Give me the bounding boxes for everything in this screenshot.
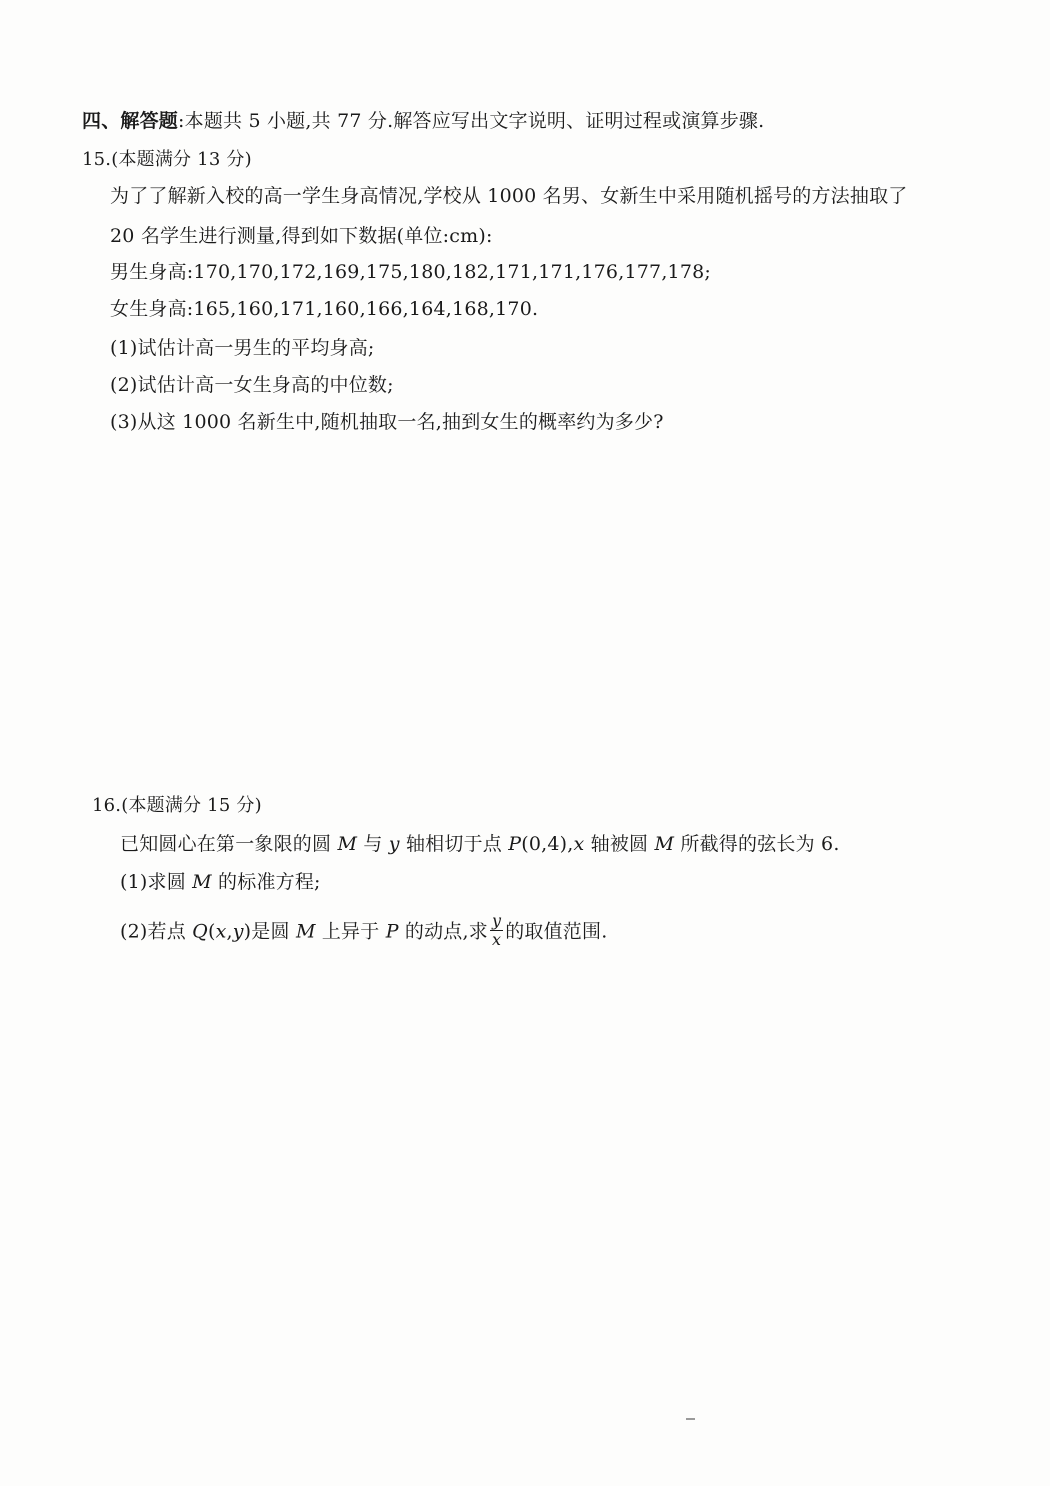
q16-var-x: x [215,920,227,943]
q16-text: 的动点,求 [398,920,488,943]
q16-text: (1)求圆 [120,871,193,893]
q16-text: )是圆 [243,920,296,943]
section-instructions: :本题共 5 小题,共 77 分.解答应写出文字说明、证明过程或演算步骤. [178,110,765,132]
q16-var-y: y [388,833,400,855]
q15-subquestion-3: (3)从这 1000 名新生中,随机抽取一名,抽到女生的概率约为多少? [110,411,664,433]
q16-header: 16.(本题满分 15 分) [92,795,262,816]
q16-var-M: M [295,920,316,943]
fraction-numerator: y [491,911,502,930]
q16-statement [120,832,840,856]
q16-var-P: P [508,833,522,855]
q16-var-M: M [192,871,212,893]
q16-text: 轴相切于点 [399,833,509,855]
q16-var-P: P [385,920,399,943]
q15-intro-line2: 20 名学生进行测量,得到如下数据(单位:cm): [110,225,493,247]
q16-text: 上异于 [315,920,386,943]
q16-var-M: M [337,833,358,855]
q16-var-x: x [573,833,585,855]
section-label: 四、解答题 [82,110,179,132]
q16-subquestion-2 [120,911,608,950]
q15-subquestion-1: (1)试估计高一男生的平均身高; [110,337,375,359]
q16-text: 的标准方程; [211,871,321,893]
fraction-y-over-x [490,913,503,948]
scan-speck [686,1418,695,1420]
fraction-denominator: x [491,930,502,949]
q16-text: (2)若点 [120,920,193,943]
q16-text: 已知圆心在第一象限的圆 [120,833,338,855]
q16-text: 所截得的弦长为 6. [674,833,840,855]
q15-intro-line1: 为了了解新入校的高一学生身高情况,学校从 1000 名男、女新生中采用随机摇号的方法抽取了 [110,185,908,207]
section-heading [82,109,764,133]
q16-text: (0,4), [521,833,574,855]
q16-var-y: y [232,920,244,943]
q16-var-Q: Q [192,920,208,943]
q16-subquestion-1 [120,870,321,894]
q16-text: 与 [357,833,389,855]
q16-text: , [226,920,233,943]
q16-text: ( [207,920,216,943]
q15-male-heights: 男生身高:170,170,172,169,175,180,182,171,171,176,177,178; [110,261,712,283]
q15-subquestion-2: (2)试估计高一女生身高的中位数; [110,374,394,396]
q15-header: 15.(本题满分 13 分) [82,149,252,170]
q16-text: 轴被圆 [584,833,655,855]
q16-var-M: M [654,833,675,855]
q15-female-heights: 女生身高:165,160,171,160,166,164,168,170. [110,298,539,320]
q16-text: 的取值范围. [505,920,608,943]
